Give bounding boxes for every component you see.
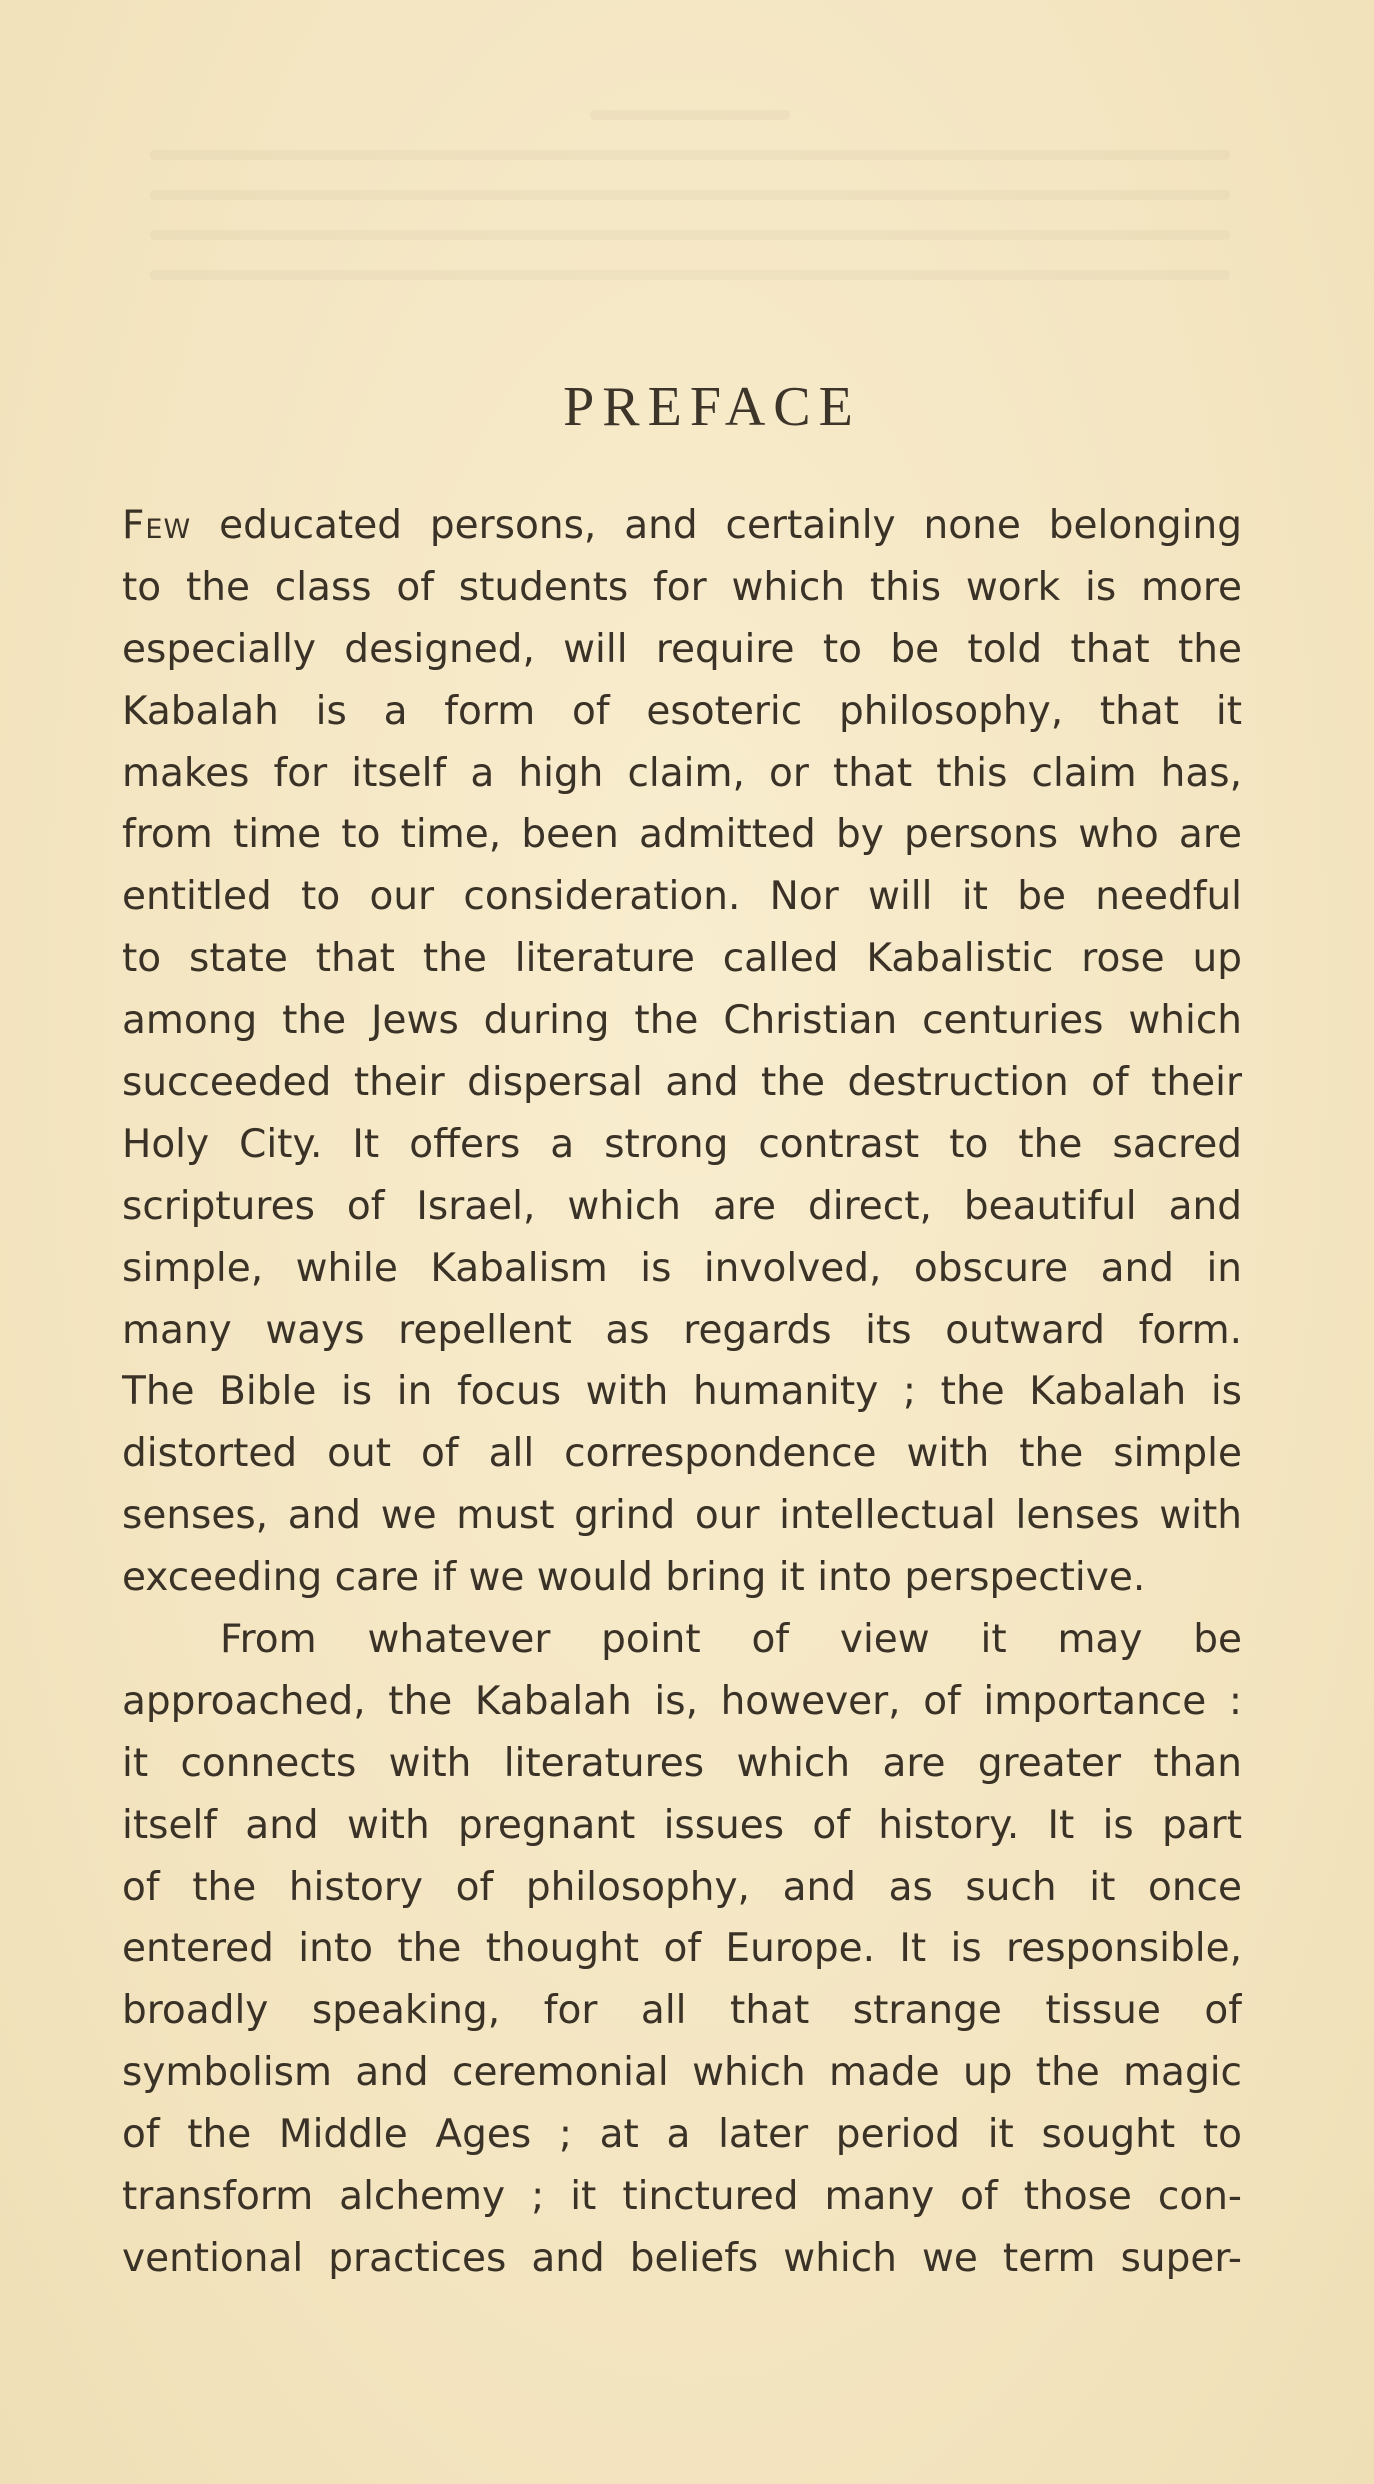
- bleed-through-text: [150, 110, 1230, 360]
- text-line: makes for itself a high claim, or that this claim has,: [122, 750, 1242, 796]
- text-line: exceeding care if we would bring it into perspective.: [122, 1555, 1146, 1601]
- text-line: broadly speaking, for all that strange tissue of: [122, 1988, 1242, 2034]
- text-line: transform alchemy ; it tinctured many of those con-: [122, 2174, 1242, 2220]
- text-line: symbolism and ceremonial which made up the magic: [122, 2050, 1242, 2096]
- text-line: distorted out of all correspondence with the simple: [122, 1431, 1242, 1477]
- text-line: of the Middle Ages ; at a later period it sought to: [122, 2112, 1242, 2158]
- text-line: simple, while Kabalism is involved, obscure and in: [122, 1245, 1242, 1291]
- text-line: The Bible is in focus with humanity ; the Kabalah is: [122, 1369, 1242, 1415]
- text-line: many ways repellent as regards its outward form.: [122, 1307, 1242, 1353]
- text-line: to state that the literature called Kabalistic rose up: [122, 936, 1242, 982]
- page-title: PREFACE: [563, 376, 861, 438]
- text-line: scriptures of Israel, which are direct, beautiful and: [122, 1183, 1242, 1229]
- lead-word: Few: [122, 503, 192, 548]
- text-line: from time to time, been admitted by persons who are: [122, 812, 1242, 858]
- paragraph-1: [122, 495, 1242, 1609]
- text-line: it connects with literatures which are greater than: [122, 1740, 1242, 1786]
- text-line: especially designed, will require to be told that the: [122, 626, 1242, 672]
- text-line: among the Jews during the Christian centuries which: [122, 998, 1242, 1044]
- text-line: itself and with pregnant issues of history. It is part: [122, 1802, 1242, 1848]
- text-line: entered into the thought of Europe. It is responsible,: [122, 1926, 1242, 1972]
- page-content: [122, 375, 1242, 2290]
- text-line: Kabalah is a form of esoteric philosophy, that it: [122, 688, 1242, 734]
- text-line: From whatever point of view it may be: [220, 1617, 1242, 1663]
- text-line: to the class of students for which this work is more: [122, 564, 1242, 610]
- text-line: Holy City. It offers a strong contrast to the sacred: [122, 1121, 1242, 1167]
- text-line: senses, and we must grind our intellectual lenses with: [122, 1493, 1242, 1539]
- text-line: Few educated persons, and certainly none belonging: [122, 503, 1242, 548]
- text-line: succeeded their dispersal and the destruction of their: [122, 1060, 1242, 1106]
- text-line: of the history of philosophy, and as such it once: [122, 1864, 1242, 1910]
- text-line: approached, the Kabalah is, however, of importance :: [122, 1678, 1242, 1724]
- text-line: ventional practices and beliefs which we term super-: [122, 2235, 1242, 2281]
- paragraph-2: [122, 1609, 1242, 2290]
- text-line: entitled to our consideration. Nor will it be needful: [122, 874, 1242, 920]
